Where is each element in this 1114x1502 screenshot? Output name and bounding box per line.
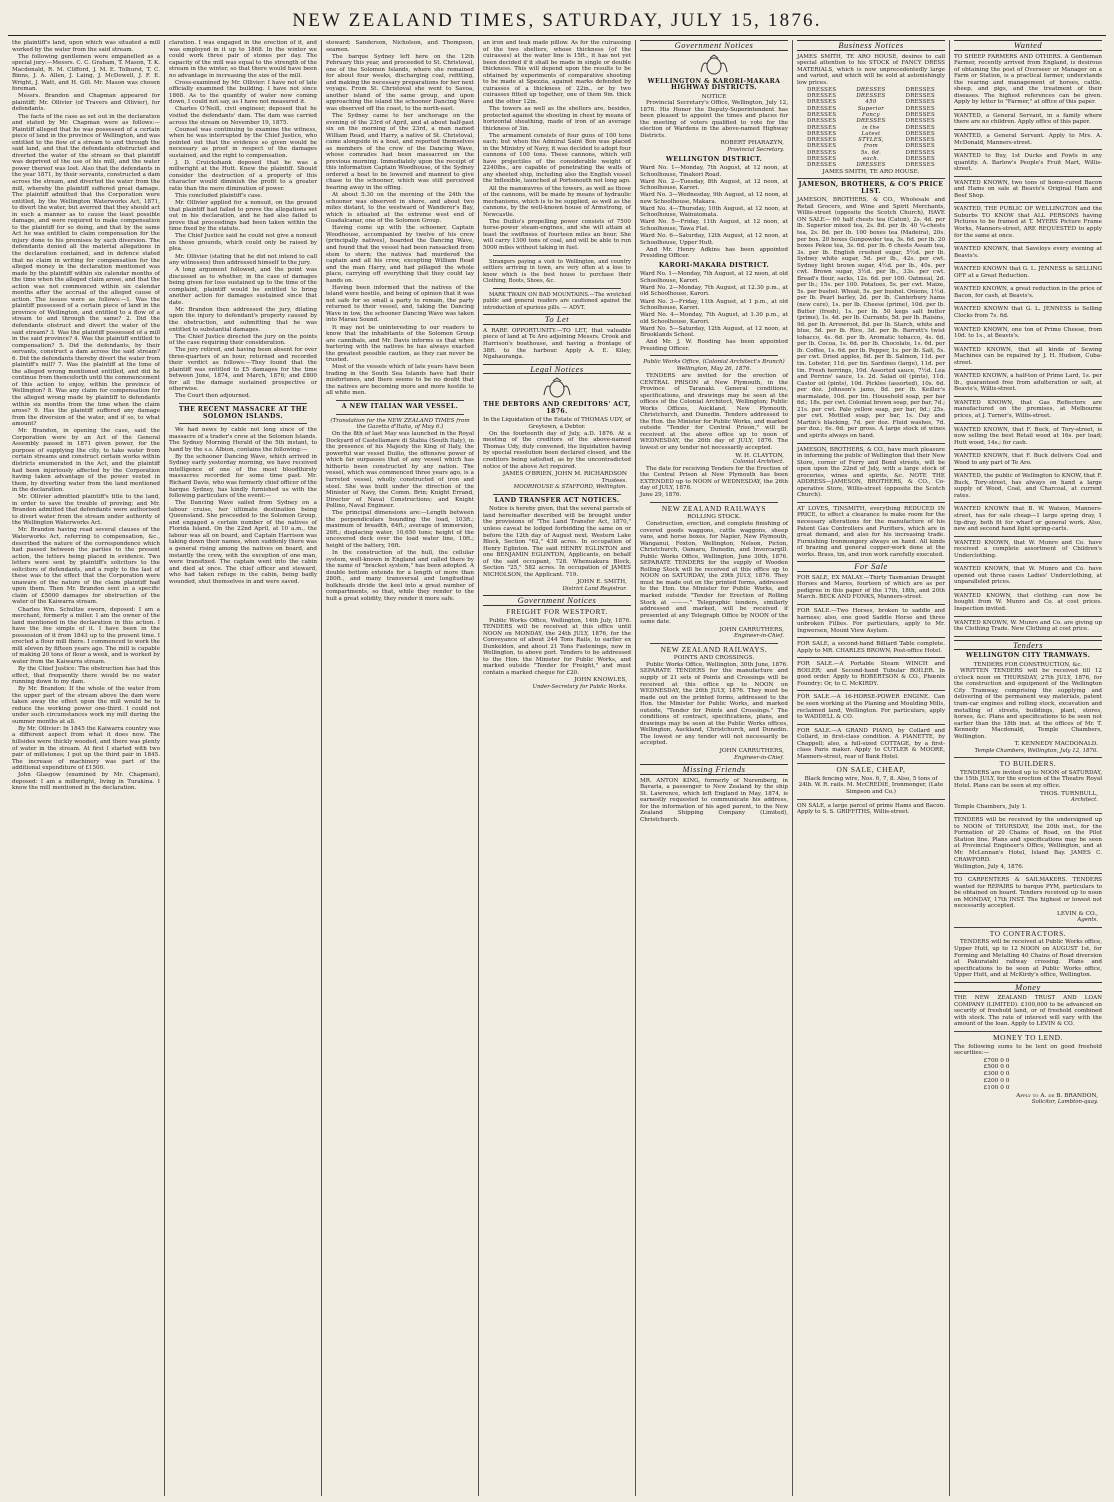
dress-cell: DRESSES <box>905 137 935 144</box>
tender-signature: T. KENNEDY MACDONALD. <box>1014 741 1098 748</box>
article-paragraph: Mr. Brandon having read several clauses of the Waterworks Act, referring to compensation, &c., described the nature of the correspondence which had passed between the parties to the present action, the letters being placed in evidence. Two letters were sent by plaintiff's solicitors to the solicitors of defendants, and a reply to the last of these was to the effect that the Corporation were unaware of the nature of the claim plaintiff had upon them. Then Mr. Brandon sent in a specific claim of £5000 damages for obstruction of the water of the Kaiwarra stream. <box>12 527 160 606</box>
dress-cell: DRESSES <box>905 143 935 150</box>
notice-title: NEW ZEALAND RAILWAYS. <box>660 644 768 654</box>
to-let-ad: A RARE OPPORTUNITY.—TO LET, that valuable piece of land at Te Aro adjoining Messrs. Crook and Harrison's boathouse, and having a frontage of 38ft. to the harbour. Apply A. E. Kiley, Ngahauranga. <box>483 327 631 361</box>
wanted-ad: WANTED KNOWN, that Gas Reflectors are manufactured on the premises, at Melbourne prices, at J. Turner's, Willis-street. <box>954 399 1102 419</box>
section-heading-tenders: Tenders <box>954 640 1102 651</box>
money-sum-row <box>984 1058 1073 1065</box>
sale-ad: FOR SALE.—A GRAND PIANO, by Collard and Collard, in first-class condition. A PIANETTE, by Chappell; also, a full-sized COTTAGE, by a first-class Paris maker. Apply to CUTLER & MOORE, Manners-street, rear of Bank Hotel. <box>797 727 945 760</box>
notice-label: NOTICE <box>701 93 727 100</box>
divider <box>954 109 1102 110</box>
notice-signature: JOHN CARRUTHERS, <box>719 748 784 754</box>
divider <box>493 288 621 289</box>
column-4 <box>479 40 636 1496</box>
notice-body: Public Works Office, Wellington, 14th July, 1876. TENDERS will be received at this office until NOON on MONDAY, the 24th JULY, 1876, for the Conveyance of about 244 Tons Rails, to earlier ex Dunkeldon, and about 21 Tons Fastenings, now in Wellington, to above port. Tenders to be addressed to the Hon. the Minister for Public Works, and marked outside "Tender for Freight," and must contain a marked cheque for £20. <box>483 617 631 676</box>
dress-cell: in the <box>862 124 880 131</box>
article-paragraph: The barque Sydney left here on the 12th February this year, and proceeded to St. Christoval, one of the Solomon Islands, where she remained for about four weeks, discharging coal, refitting, and making the necessary preparations for her next voyage. From St. Christoval she went to Savoa, another island of the same group, and upon approaching the island the schooner Dancing Wave was observed off the coast, to the north-east. <box>326 53 474 112</box>
dress-cell: DRESSES <box>905 93 935 100</box>
notice-subtitle: ROLLING STOCK. <box>687 514 741 521</box>
business-ad: JAMESON, BROTHERS, & CO., have much pleasure in informing the public of Wellington that their New Store, corner of Ferry and Bond streets, will be open upon the 22nd of July, with a large stock of groceries, wines and spirits, &c. NOTE THE ADDRESS—JAMESON, BROTHERS, & CO., Co-operative Store, Willis-street (opposite the Scotch Church). <box>797 446 945 499</box>
notice-signature: W. H. CLAYTON, <box>735 452 784 459</box>
dress-cell: DRESSES <box>806 99 837 106</box>
notice-signature-role: District Land Registrar. <box>562 585 627 592</box>
dress-cell: DRESSES <box>806 137 837 144</box>
ward-item: Ward No. 2—Monday, 7th August, at 12.30 p.m., at old Schoolhouse, Karori. <box>640 284 788 298</box>
dress-cell: DRESSES <box>905 86 935 93</box>
price-list: JAMESON, BROTHERS, & CO., Wholesale and Retail Grocers, and Wine and Spirit Merchants, Willis-street (opposite the Scotch Church), HAVE ON SALE— 60 half chests tea (Caton), 2s. 4d. per lb. Superior mixed tea, 2s. 8d. per lb. 40 ¼-chests tea, 2s. 8d. per lb. 100 boxes tea (Madeira), 20s. per box. 20 boxes Gunpowder tea, 3s. 6d. per lb. 20 boxes Pekoe tea, 3s. 6d. per lb. 6 chests Assam tea, 3s. per lb. English crushed sugar, 5½d. per lb. Sydney white sugar, 5d. per lb., 42s. per cwt. Sydney light brown sugar, 4½d. per lb., 40s. per cwt. Brown sugar, 3½d. per lb., 33s. per cwt. Bread's flour, sacks, 12s. 6d. per 100. Oatmeal, 2d. per lb.; 15s. per 100. Potatoes, 5s. per cwt. Maize, 5s. per bushel. Wheat, 5s. per bushel. Onions, 1½d. per lb. Pearl barley, 2d. per lb. Canterbury hams (new cure), 1s. per lb. Cheese (prime), 10d. per lb. Butter (fresh), 1s. per lb. 50 kegs salt butter (prime), 1s. 4d. per lb. Currants, 5d. per lb. Raisins, 9d. per lb. Arrowroot, 8d. per lb. Starch, white and blue, 5d. per lb. Rice, 3d. per lb. Barrett's twist tobacco, 4s. 6d. per lb. Aromatic tobacco, 4s. 6d. per lb. Cocoa, 1s. 6d. per lb. Chocolate, 1s. 6d. per lb. Coffee, 1s. 6d. per lb. Pepper, 1s. per lb. Salt, 5s. per cwt. Dried apples, 8d. per lb. Salmon, 11d. per tin. Lobster, 11d. per tin. Sardines (large), 11d. per tin. Fresh herrings, 10d. Assorted sauce, 7½d. Lea and Perrins' sauce, 1s. 2d. Salad oil (pints), 11d. Castor oil (pints), 10d. Pickles (assorted), 10s. 6d. per doz. Johnson's jams, 8d. per lb. Keiller's marmalade, 10d. per tin. Household soap, per bar 6d.; 18s. per cwt. Colonial brown soap, per bar, 7d.; 21s. per cwt. Pale yellow soap, per bar, 9d.; 25s. per cwt. Mottled soap, per bar, 1s. Day and Martin's blacking, 7d. per doz. Fluid washes, 7d. per doz.; 6s. 6d. per gross. A large stock of wines and spirits always on hand. <box>797 197 945 439</box>
ad-title: ON SALE, CHEAP, <box>836 765 906 775</box>
article-heading: A NEW ITALIAN WAR VESSEL. <box>341 403 459 411</box>
money-sum: £700 0 0 <box>983 1057 1010 1064</box>
dress-cell: DRESSES <box>806 93 837 100</box>
divider <box>797 799 945 800</box>
wanted-ad: WANTED, THE PUBLIC OF WELLINGTON and the Suburbs TO KNOW that ALL PERSONS having Pictures to be framed at T. MYERS Picture Frame Works, Manners-street, ARE REQUESTED to apply for the same at once. <box>954 206 1102 239</box>
wanted-ad: WANTED KNOWN, one ton of Prime Cheese, from 10d. to 1s., at Beavis's. <box>954 326 1102 340</box>
notice-body: On the fourteenth day of July, a.D. 1876. At a meeting of the creditors of the above-named Thomas Udy, duly convened, the liquidation having by special resolution been declared closed, and the creditors being satisfied, as by the uncontradicted notice of the above Act required. <box>483 430 631 470</box>
article-paragraph: The armament consists of four guns of 100 tons each; but when the Admiral Saint Bon was placed in the Ministry of Navy, it was decided to adopt four cannons of 100 tons. These cannons, which will have projectiles of the considerable weight of 2240lbs., are capable of penetrating the walls of any sheeted ship, including also the English vessel the Inflexible, launched at Portsmouth not long ago. <box>483 132 631 185</box>
dress-cell: STYLES, <box>858 137 884 144</box>
divider <box>493 494 621 495</box>
divider <box>954 873 1102 874</box>
divider <box>954 757 1102 758</box>
divider <box>954 369 1102 370</box>
article-paragraph: Mr. Ollivier admitted plaintiff's title to the land, in order to save the trouble of proving; and Mr. Brandon admitted that defendants were authorised to divert water from the stream under authority of the Wellington Waterworks Act. <box>12 494 160 527</box>
tender-body: TENDERS are invited up to NOON of SATURDAY, the 15th JULY, for the erection of the Theatre Royal Hotel. Plans can be seen at my office. <box>954 769 1102 790</box>
divider <box>650 355 778 356</box>
ward-item: Ward No. 6—Saturday, 12th August, at 12 noon, at Schoolhouse, Upper Hutt. <box>640 233 788 246</box>
section-heading-missing-friends: Missing Friends <box>640 764 788 775</box>
notice-signature-role: Colonial Architect. <box>732 459 784 466</box>
section-heading-money: Money <box>954 982 1102 993</box>
article-paragraph: By the schooner Dancing Wave, which arrived in Sydney early yesterday morning, we have received intelligence of one of the most bloodthirsty massacres recorded for some time past. Mr. Richard Davis, who was formerly chief officer of the barque Sydney, has kindly furnished us with the following particulars of the event:— <box>169 453 317 500</box>
notice-signature-role: Under-Secretary for Public Works. <box>532 683 627 690</box>
wanted-ad: WANTED KNOWN, a half-ton of Prime Lard, 1s. per lb., guaranteed free from adulteration or salt, at Beavis's, Willis-street. <box>954 373 1102 393</box>
ward-item: Ward No. 4—Monday, 7th August, at 1.30 p.m., at old Schoolhouse, Karori. <box>640 312 788 325</box>
dresses-grid <box>797 87 945 169</box>
district-heading: WELLINGTON DISTRICT. <box>665 155 763 163</box>
section-heading-to-let: To Let <box>483 314 631 325</box>
sale-ad: FOR SALE.—Two Horses, broken to saddle and harness; also, one good Saddle Horse and three unbroken Fillies. For particulars, apply to Mr. Ingwersen, Mount View Asylum. <box>797 608 945 634</box>
notice-body: Notice is hereby given, that the several parcels of land hereinafter described will be brought under the provisions of "The Land Transfer Act, 1870," unless caveat be lodged forbidding the same on or before the 12th day of August next. Western Lake Block, Section "62," 438 acres. In occupation of Henry Eglinton. The said HENRY EGLINTON and one BENJAMIN EGLINTON, Applicants, on behalf of the said occupant, 728. Whenuakura Block, Section "25," 582 acres. In occupation of JAMES NICHOLSON, the Applicant. 719. <box>483 506 631 578</box>
divider <box>954 1031 1102 1032</box>
notice-body: Provincial Secretary's Office, Wellington, July 12, 1876. His Honor the Deputy-Superintendent has been pleased to appoint the times and places for the meeting of voters qualified to vote for the election of Wardens in the above-named Highway Districts. <box>640 100 788 139</box>
section-heading-legal: Legal Notices <box>483 364 631 375</box>
sale-ad: FOR SALE.—A Portable Steam WINCH and BOILER; and Second-hand Tubular BOILER. In good order. Apply to ROBERTSON & CO., Phœnix Foundry; Or, to C. McKIRDY. <box>797 661 945 687</box>
divider <box>797 763 945 764</box>
sale-ad: ON SALE, a large parcel of prime Hams and Bacon. Apply to S. S. GRIFFITHS, Willis-street. <box>797 802 945 816</box>
notice-title: WELLINGTON & KARORI-MAKARA HIGHWAY DISTRICTS. <box>647 77 781 92</box>
money-signature-role: Solicitor, Lambton-quay. <box>1031 1099 1098 1106</box>
sale-ad: FOR SALE, a second-hand Billiard Table complete. Apply to MR. CHARLES BROWN, Post-office Hotel. <box>797 641 945 654</box>
notice-body: TENDERS are invited for the erection of CENTRAL PRISON at New Plymouth, in the Province of Taranaki. General conditions, specifications, and drawings may be seen at the offices of the Colonial Architect, Wellington; Public Works Offices, Auckland, New Plymouth, Christchurch, and Dunedin. Tenders addressed to the Hon. the Minister for Public Works, and marked outside "Tender for Central Prison," will be received at the above office up to noon of WEDNESDAY, the 26th day of JULY, 1876. The lowest or any tender not necessarily accepted. <box>640 372 788 451</box>
dress-cell: DRESSES <box>905 105 935 112</box>
wanted-ad: WANTED KNOWN, W. Munro and Co. are giving up the Clothing Trade. New Clothing at cost price. <box>954 619 1102 633</box>
divider <box>954 636 1102 637</box>
sale-ad: Black fencing wire, Nos. 6, 7, 8. Also, 5 tons of 24lb. W. R. rails. M. McCREDIE, Ironmonger, (Late Simpson and Co.) <box>798 775 944 796</box>
divider <box>954 323 1102 324</box>
article-paragraph: Mr. Ollivier applied for a nonsuit, on the ground that plaintiff had failed to prove the allegations set out in his declaration, and he had also failed to prove that proceedings had been taken within the time fixed by the statute. <box>169 200 317 233</box>
dress-cell: Fancy <box>862 111 880 118</box>
divider <box>954 149 1102 150</box>
money-sum: £500 0 0 <box>983 1064 1010 1071</box>
ad-title: JAMESON, BROTHERS, & CO'S PRICE LIST. <box>798 181 944 195</box>
divider <box>954 927 1102 928</box>
money-body: The following sums to be lent on good freehold securities:— <box>954 1043 1102 1057</box>
wanted-ad: WANTED KNOWN, that all kinds of Sewing Machines can be repaired by J. H. Hudson, Cuba-street. <box>954 346 1102 366</box>
dress-cell: DRESSES <box>856 118 886 125</box>
dress-cell: from <box>863 143 879 150</box>
divider <box>797 604 945 605</box>
tender-subtitle: TENDERS FOR CONSTRUCTION, &c. <box>973 661 1083 668</box>
dress-cell: DRESSES <box>806 156 837 163</box>
article-paragraph: The facts of the case as set out in the declaration and stated by Mr. Chapman were as follows:—Plaintiff alleged that he was possessed of a certain piece of land in the province of Wellington, and was entitled to the flow of a stream to and through the said land, and that the defendants obstructed and diverted the water of the stream so that plaintiff was deprived of the use of his mill, and the water power thereof was lost. Also that the defendants in the year 1871, by their servants, constructed a dam across the stream, and diverted the water from the mill, whereby the plaintiff suffered great damage. The plaintiff admitted that the Corporation were entitled, by the Wellington Waterworks Act, 1871, to divert the water, but averred that they should act in such a manner as to cause the least possible damage, and were required to make compensation to the plaintiff for so doing, and that by the same Act he was entitled to claim compensation for the injury done to his premises by such diversion. The defendants denied all the material allegations in the declaration contained, and in defence stated that no claim in writing for compensation for the alleged money in the declaration mentioned was made by the plaintiff within six calendar months of the time when the alleged claim arose, and that the action was not commenced within six calendar months after the accrual of the alleged cause of action. The issues were as follows:—1. Was the plaintiff possessed of a certain piece of land in the province of Wellington, and entitled to a flow of a stream to and through the same? 2. Did the defendants obstruct and divert the water of the said stream? 3. Was the plaintiff possessed of a mill in the said province? 4. Was the plaintiff entitled to compensation? 5. Did the defendants, by their servants, construct a dam across the said stream? 6. Did the defendants thereby divert the water from plaintiff's mill? 7. Was the plaintiff at the time of the alleged wrong mentioned entitled, and did he continue from thenceforth until the commencement of this action to enjoy, within the province of Wellington? 8. Was any claim for compensation for the alleged wrong made by plaintiff to defendants within six months from the time when the claim arose? 9. Has the plaintiff suffered any damage from the diversion of the water, and if so, to what amount? <box>12 113 160 428</box>
ward-item: Ward No. 1—Monday, 7th August, at 12 noon, at old Schoolhouse, Karori. <box>640 271 788 284</box>
dress-cell: DRESSES <box>806 111 837 118</box>
divider <box>954 502 1102 503</box>
royal-crest-icon <box>540 377 574 399</box>
notice-signature: ROBERT PHARAZYN, <box>720 140 784 147</box>
columns <box>8 40 1106 1496</box>
column-2 <box>165 40 322 1496</box>
wanted-list <box>954 113 1102 637</box>
advertorial: Strangers paying a visit to Wellington, and country settlers arriving in town, are very often at a loss to know which is the best house to purchase their Clothing, Boots, Shoes, &c. <box>483 258 631 285</box>
article-paragraph: claration. I was engaged in the erection of it, and was employed in it up to 1868. In the winter we could work three pair of stones per day. The capacity of the mill was equal to the strength of the stream in the winter, so that there would have been no advantage in increasing the size of the mill. <box>169 40 317 79</box>
divider <box>954 242 1102 243</box>
divider <box>954 536 1102 537</box>
divider <box>954 589 1102 590</box>
column-6 <box>793 40 950 1496</box>
article-paragraph: Mr. Ollivier (stating that he did not intend to call any witnesses) then addressed himself to the jury. <box>169 253 317 267</box>
notice-title: NEW ZEALAND RAILWAYS <box>661 503 767 513</box>
notice-signature: JOHN CARRUTHERS, <box>719 626 784 633</box>
dress-cell: DRESSES <box>905 162 935 169</box>
divider <box>954 343 1102 344</box>
dress-cell: 5s. 6d. <box>860 149 882 156</box>
notice-date: June 29, 1876. <box>640 492 682 499</box>
money-sum-row <box>984 1064 1073 1071</box>
dress-cell: DRESSES <box>806 143 837 150</box>
tender-date: Temple Chambers, July 1. <box>954 803 1027 810</box>
section-heading-business: Business Notices <box>797 40 945 51</box>
money-signature: Apply to A. de B. BRANDON, <box>1016 1092 1098 1099</box>
dress-cell: DRESSES <box>905 149 935 156</box>
wanted-ad: WANTED KNOWN that B. W. Watson, Manners-street, has for sale cheap—1 large spring dray, 1 tip-dray, both fit for wharf or general work. Also, new and second hand light spring-carts. <box>954 506 1102 533</box>
royal-crest-icon <box>697 54 731 76</box>
notice-signature-firm: MOORHOUSE & STAFFORD, Wellington. <box>513 484 627 491</box>
article-paragraph: By Mr. Brandon: If the whole of the water from the upper part of the stream above the dam were taken away the effect upon the mill would be to reduce the working power one-third. I could not under such circumstances work my mill during the summer months at all. <box>12 686 160 725</box>
dress-cell: DRESSES <box>806 149 837 156</box>
wanted-ad: WANTED KNOWN, two tons of home-cured Bacon and Hams on sale at Beavis's Original Ham and Beef Shop. <box>954 179 1102 199</box>
notice-signature-role: Provincial Secretary. <box>727 147 784 154</box>
article-paragraph: J. D. Cruickshank deposed that he was a millwright at the Hutt. Knew the plaintiff. Should consider the destruction of a property of this character would diminish the profit to a greater ratio than the mere diminution of power. <box>169 159 317 193</box>
wanted-ad: WANTED, a General Servant. Apply to Mrs. A. McDonald, Manners-street. <box>954 133 1102 146</box>
notice-signature: JOHN KNOWLES, <box>574 677 627 684</box>
divider <box>650 643 778 644</box>
tender-body: TENDERS will be received by the undersigned up to NOON of THURSDAY, the 20th inst., for the Formation of 20 Chains of Road, on the Pilot Station line. Plans and specifications may be seen at Provincial Engineer's Office, Wellington, and at Mr. McLennan's Hotel, Island Bay. JAMES C. CRAWFORD. <box>954 817 1102 863</box>
article-heading: THE RECENT MASSACRE AT THE SOLOMON ISLANDS. <box>178 406 308 420</box>
article-paragraph: All the manœuvres of the towers, as well as those of the cannons, will be made by means of hydraulic mechanisms, which is to be supplied, as well as the cannons, by the well-known house of Armstrong, of Newcastle. <box>483 185 631 218</box>
notice-body: Construction, erection, and complete finishing of covered goods waggons, cattle waggons, sheep vans, and horse boxes, for Napier, New Plymouth, Wanganui, Foxton, Wellington, Nelson, Picton, Christchurch, Oamaru, Dunedin, and Invercargill. Public Works Office, Wellington, June 30th, 1876. SEPARATE TENDERS for the supply of Wooden Rolling Stock will be received at this office up to NOON on SATURDAY, the 29th JULY, 1876. They must be made out on the printed forms, addressed to the Hon. the Minister for Public Works, and marked outside "Tender for Erection of Rolling Stock at ———." Telegraphic tenders, similarly addressed and marked, will be received if presented at any Telegraph Office by NOON of the same date. <box>640 520 788 626</box>
divider <box>954 813 1102 814</box>
article-paragraph: By the Chief Justice: The obstruction has had this effect, that frequently there would be no water running down to my dam. <box>12 665 160 686</box>
money-sum: £200 0 0 <box>983 1078 1010 1085</box>
section-heading-government: Government Notices <box>640 40 788 51</box>
wanted-ad: WANTED KNOWN, that F. Buck delivers Coal and Wood to any part of Te Aro. <box>954 453 1102 466</box>
divider <box>797 690 945 691</box>
article-paragraph: By Mr. Ollivier: In 1845 the Kaiwarra country was a different aspect from what it does now. The hillsides were thickly wooded, and there was plenty of water in the stream. At first I started with two pair of millstones; I put up the third pair in 1845. The increase of machinery was part of the additional expenditure of £1500. <box>12 725 160 772</box>
divider <box>954 449 1102 450</box>
column-5 <box>636 40 793 1496</box>
money-sum: £300 0 0 <box>983 1071 1010 1078</box>
masthead: NEW ZEALAND TIMES, SATURDAY, JULY 15, 1876. <box>8 10 1106 36</box>
tender-signature-place: Temple Chambers, Wellington, July 12, 1876. <box>974 747 1098 754</box>
article-paragraph: At about 5.30 on the morning of the 24th the schooner was observed in shore, and about two miles distant, to the westward of Wanderer's Bay, which is situated at the extreme west end of Guadalcanar, one of the Solomon Group. <box>326 192 474 225</box>
article-paragraph: the plaintiff's land, upon which was situated a mill worked by the water from the said stream. <box>12 40 160 53</box>
divider <box>797 637 945 638</box>
article-paragraph: Mr. Brandon, in opening the case, said the Corporation were by an Act of the General Assembly passed in 1871 given power, for the purpose of supplying the city, to take water from certain streams and construct certain works within districts enumerated in the Act, and the plaintiff had been injuriously affected by the Corporation having taken advantage of the power vested in them, by diverting water from the land mentioned in the declaration. <box>12 428 160 494</box>
article-paragraph: The Court then adjourned. <box>175 393 251 400</box>
notice-subtitle: In the Liquidation of the Estate of THOMAS UDY, of Greytown, a Debtor. <box>483 417 631 430</box>
article-paragraph: The towers as well as the shelters are, besides, protected against the shooting in chest by means of horizontal sheathing, made of iron of an average thickness of 3in. <box>483 105 631 132</box>
article-paragraph: The Sydney came to her anchorage on the evening of the 23rd of April, and at about half-past six on the morning of the 23rd, a man named William Read, and Harry, a native of St. Christoval, came alongside in a boat, and reported themselves as members of the crew of the Dancing Wave, whose comrades had been massacred on the previous morning. Immediately upon the receipt of this information Captain Woodhouse, of the Sydney ordered a boat to be lowered and manned to give chase to the schooner, which was still perceived bearing away in the offing. <box>326 113 474 192</box>
dress-cell: DRESSES <box>806 124 837 131</box>
wanted-ad: WANTED KNOWN, that Saveloys every evening at Beavis's. <box>954 246 1102 259</box>
dress-cell: DRESSES <box>905 99 935 106</box>
ward-item: Ward No. 4—Thursday, 10th August, at 12 noon, at Schoolhouse, Wainuiomata. <box>640 205 788 219</box>
dress-cell: DRESSES <box>905 130 935 137</box>
article-paragraph: The following gentlemen were empanelled as a special jury:—Messrs. C. C. Graham, T. Mason, T. K. Macdonald, R. M. Clifford, J. M. E. Tolhurst, T. C. Binns, J. A. Allen, J. Laing, J. McDowell, J. F. E. Wright, J. Watt, and H. Gill. Mr. Mason was chosen foreman. <box>12 53 160 93</box>
tender-signature: LEVIN & CO., <box>1056 910 1098 917</box>
notice-title: FREIGHT FOR WESTPORT. <box>506 606 608 616</box>
dress-cell: Latest <box>861 130 881 137</box>
dress-cell: DRESSES <box>905 156 935 163</box>
dress-cell: DRESSES <box>856 162 886 169</box>
column-1 <box>8 40 165 1496</box>
ward-item: Ward No. 3—Friday, 11th August, at 1 p.m., at old Schoolhouse, Karori. <box>640 298 788 312</box>
divider <box>954 202 1102 203</box>
dress-cell: each. <box>862 156 880 163</box>
business-ad: JAMES SMITH, TE ARO HOUSE, desires to call special attention to his STOCK of FANCY DRESS MATERIALS, which is now unprecedentedly large and varied, and which will be sold at astonishingly low prices. <box>797 53 945 86</box>
dress-cell: 450 <box>865 99 877 106</box>
money-sum: £100 0 0 <box>983 1084 1010 1091</box>
article-paragraph: The Chief Justice directed the jury on the points of the case requiring their consideration. <box>169 333 317 347</box>
tender-date: Wellington, July 4, 1876. <box>954 863 1024 870</box>
column-3 <box>322 40 479 1496</box>
divider <box>336 400 464 401</box>
notice-signature: JAMES O'BRIEN, JOHN M. RICHARDSON <box>502 471 627 478</box>
divider <box>336 414 464 415</box>
divider <box>179 423 307 424</box>
divider <box>954 616 1102 617</box>
article-paragraph: Messrs. Brandon and Chapman appeared for plaintiff; Mr. Ollivier (of Travers and Ollivier), for defendants. <box>12 93 160 113</box>
notice-dateline: Public Works Office, (Colonial Architect's Branch) Wellington, May 26, 1876. <box>643 359 785 372</box>
dress-cell: DRESSES <box>806 105 837 112</box>
article-paragraph: Most of the vessels which of late years have been trading in the South Sea Islands have had their misfortunes, and there seems to be no doubt that the natives are becoming more and more hostile to all white men. <box>326 364 474 397</box>
notice-signature-role: Engineer-in-Chief. <box>734 633 784 640</box>
divider <box>797 443 945 444</box>
notice-body: Public Works Office, Wellington, 30th June, 1876. SEPARATE TENDERS for the manufacture and supply of 21 sets of Points and Crossings will be received at this office up to NOON on WEDNESDAY, the 26th JULY, 1876. They must be made out on the printed forms, addressed to the Hon. the Minister for Public Works, and marked outside, "Tender for Points and Crossings." The conditions of contract, specifications, plans, and drawings may be seen at the Public Works offices, Wellington, Auckland, Christchurch, and Dunedin. The lowest or any tender will not necessarily be accepted. <box>640 661 788 747</box>
wanted-ad: WANTED KNOWN, that clothing can now be bought from W. Munro and Co. at cost prices. Inspection invited. <box>954 592 1102 612</box>
article-paragraph: The Chief Justice said he could not give a nonsuit on those grounds, which could only be raised by plea. <box>169 233 317 253</box>
divider <box>954 302 1102 303</box>
tender-title: WELLINGTON CITY TRAMWAYS. <box>965 652 1091 660</box>
dress-cell: DRESSES <box>905 118 935 125</box>
dress-cell: Superior <box>857 105 885 112</box>
article-paragraph: Mr. Brandon then addressed the jury, dilating upon the injury to defendant's property caused by the obstruction, and submitting that he was entitled to substantial damages. <box>169 306 317 333</box>
dress-cell: DRESSES <box>806 130 837 137</box>
wanted-ad: TO SHEEP FARMERS AND OTHERS. A Gentleman Farmer, recently arrived from England, is desirous of obtaining the post of Overseer or Manager on a Farm or Station, is a practical farmer, understands the rearing and management of horses, cattle, sheep, and pigs, and the treatment of their diseases. The highest references can be given. Apply by letter to "Farmer," at office of this paper. <box>954 53 1102 106</box>
divider <box>179 403 307 404</box>
notice-body: And Mr. Henry Adkins has been appointed Presiding Officer. <box>640 246 788 260</box>
divider <box>954 562 1102 563</box>
wanted-ad: WANTED to Buy, 1st Ducks and Fowls in any quantity. A. Barlow's People's Fruit Mart, Willis-street. <box>954 153 1102 173</box>
wanted-ad: WANTED KNOWN, that F. Buck, of Tory-street, is now selling the best Retail wood at 16s. per load; Hutt wood, 14s.; for cash. <box>954 426 1102 446</box>
article-paragraph: A long argument followed, and the point was discussed as to whether, in the case of damages being given for loss sustained up to the time of the complaint, plaintiff would be entitled to bring another action for damages sustained since that date. <box>169 267 317 306</box>
article-paragraph: John Glasgow (examined by Mr. Chapman), deposed: I am a millwright, living in Turakina. I know the mill mentioned in the declaration. <box>12 772 160 792</box>
dress-cell: DRESSES <box>905 124 935 131</box>
ward-item: Ward No. 2—Tuesday, 8th August, at 12 noon, at Schoolhouse, Karori. <box>640 178 788 192</box>
ward-item: Ward No. 5—Saturday, 12th August, at 12 noon, at Brooklands School. <box>640 325 788 339</box>
divider <box>954 396 1102 397</box>
notice-body: And Mr. J. W. Rooding has been appointed Presiding Officer. <box>640 339 788 352</box>
money-ad: THE NEW ZEALAND TRUST AND LOAN COMPANY (LIMITED). £100,000 to be advanced on security of freehold land, or of freehold combined with stock. The rate of interest will vary with the amount of the loan. Apply to LEVIN & CO. <box>954 995 1102 1028</box>
divider <box>797 724 945 725</box>
article-paragraph: It may not be uninteresting to our readers to know that the inhabitants of the Solomon Group are cannibals, and Mr. Davis informs us that when bartering with the natives he has always exacted the greatest possible caution, as they can never be trusted. <box>326 324 474 364</box>
tender-body: WRITTEN TENDERS will be received till 12 o'clock noon on THURSDAY, 27th JULY, 1876, for the construction and equipment of the Wellington City Tramway, comprising the supplying and delivering of the permanent way materials, patent tram-car engines and rolling stock, excavation and metalling of streets, buildings, plant, stores, horses, &c. Plans and specifications to be seen not earlier than the 18th inst. at the offices of Mr. T. Kennedy Macdonald, Temple Chambers, Wellington. <box>954 668 1102 740</box>
divider <box>954 129 1102 130</box>
article-paragraph: Having come up with the schooner, Captain Woodhouse, accompanied by twelve of his crew (principally natives), boarded the Dancing Wave, and found that the vessel had been ransacked from stem to stern; the natives had murdered the captain and all his crew, excepting William Read and the man Harry, and had pillaged the whole place, carrying off everything that they could lay hands on. <box>326 225 474 284</box>
section-heading-wanted: Wanted <box>954 40 1102 51</box>
divider <box>954 423 1102 424</box>
article-paragraph: The Duilio's propelling power consists of 7500 horse-power steam-engines, and she will attain at least the swiftness of fourteen miles an hour. She will carry 1300 tons of coal, and will be able to run 5000 miles without taking in fuel. <box>483 218 631 251</box>
dress-cell: DRESSES <box>806 162 837 169</box>
dress-cell: DRESSES <box>905 111 935 118</box>
article-paragraph: The Dancing Wave sailed from Sydney on a labour cruise, her ultimate destination being Queensland. She proceeded to the Solomon Group, and engaged a certain number of the natives of Florida Island. On the 22nd April, at 10 a.m., the labour was all on board, and Captain Harrison was taking down their names, when suddenly there was a general rising among the natives on board, and instantly the crew, with the exception of one man, were transfixed. The captain went into the cabin and died at once. The chief officer and steward, who had taken refuge in the cabin, being badly wounded, shut themselves in and were saved. <box>169 500 317 585</box>
advertorial: MARK TWAIN ON BAD MOUNTAINS.—The wretched public and general readers are cautioned against the introduction of spurious pills. — ADVT. <box>483 291 631 311</box>
money-sum-row <box>984 1085 1073 1092</box>
wanted-ad: WANTED KNOWN, that W. Munro and Co. have opened out three cases Ladies' Underclothing, at unparalleled prices. <box>954 566 1102 586</box>
tender-signature-role: Architect. <box>1071 797 1098 804</box>
money-title: MONEY TO LEND. <box>992 1033 1064 1043</box>
section-heading-government: Government Notices <box>483 595 631 606</box>
divider <box>797 657 945 658</box>
article-paragraph: We had news by cable not long since of the massacre of a trader's crew at the Solomon Islands. The Sydney Morning Herald of the 5th instant, to hand by the s.s. Albion, contains the following:— <box>169 427 317 453</box>
section-heading-for-sale: For Sale <box>797 561 945 572</box>
article-paragraph: Having been informed that the natives of the island were hostile, and being of opinion that it was not safe for so small a party to remain, the party returned to their vessel, and, taking the Dancing Wave in tow, the schooner Dancing Wave was taken into Marau Sound. <box>326 284 474 324</box>
notice-signature: JOHN E. SMITH, <box>577 579 627 586</box>
column-7 <box>950 40 1106 1496</box>
dress-cell: DRESSES <box>806 118 837 125</box>
notice-signature-role: Trustees. <box>601 477 627 484</box>
ward-item: Ward No. 1—Monday, 7th August, at 12 noon, at Schoolhouse, Tinakori Road. <box>640 165 788 178</box>
article-paragraph: The jury retired, and having been absent for over three-quarters of an hour, returned and recorded their verdict as follows:—They found that the plaintiff was entitled to £5 damages for the time between June, 1874, and March, 1876; and £800 for all the damage sustained prospective or otherwise. <box>169 347 317 393</box>
tender-signature-role: Agents. <box>1077 917 1098 924</box>
tender-title: TO CONTRACTORS. <box>989 928 1067 938</box>
tender-signature: THOS. TURNBULL, <box>1040 790 1098 797</box>
tender-body: TENDERS will be received at Public Works office, Upper Hutt, up to 12 NOON on AUGUST 1st, for Forming and Metalling 40 Chains of Road diversion at Pakuratahi railway crossing. Plans and specifications to be seen at Public Works office, Upper Hutt, and at McKirdy's office, Wellington. <box>954 939 1102 979</box>
notice-title: LAND TRANSFER ACT NOTICES. <box>494 496 620 504</box>
article-paragraph: On the 8th of last May was launched in the Royal Dockyard of Castellamare di Stabia (South Italy), in the presence of his Majesty the King of Italy, the powerful war vessel Duilio, the offensive power of which far surpasses that of any vessel which has hitherto been constructed by any nation. The vessel, which was commenced three years ago, is a turreted vessel, wholly constructed of iron and steel. She was built under the direction of the Minister of Navy, the Comm. Brin; Knight Errand, Director of Naval Constructions; and Knight Pollino, Naval Engineer. <box>326 431 474 510</box>
divider <box>954 282 1102 283</box>
wanted-ad: WANTED KNOWN, that W. Munro and Co. have received a complete assortment of Children's Underclothing. <box>954 539 1102 559</box>
article-paragraph: an iron and teak made pillow. As for the cuirassing of the two shelters, whose thickness (of the cuirasses) at the water line is 15ft., it has not yet been decided if it shall be made in single or double thickness. This will depend upon the results to be obtained by experiments of comparative shooting to be made at Spezzia, against marks defended by cuirasses of a thickness of 22in., or by two cuirasses fitted up together, one of them 9in. thick and the other 12in. <box>483 40 631 105</box>
wanted-ad: WANTED KNOWN that G. L. JENNESS is Selling Clocks from 7s. 6d. <box>954 306 1102 319</box>
divider <box>493 255 621 256</box>
money-sum-row <box>984 1078 1073 1085</box>
money-sums <box>984 1058 1073 1092</box>
wanted-ad: WANTED KNOWN, a great reduction in the price of Bacon, for cash, at Beavis's. <box>954 286 1102 299</box>
district-heading: KARORI-MAKARA DISTRICT. <box>658 261 770 269</box>
divider <box>954 176 1102 177</box>
divider <box>954 262 1102 263</box>
ad-signature: JAMES SMITH, TE ARO HOUSE. <box>822 168 920 175</box>
notice-title: THE DEBTORS AND CREDITORS' ACT, 1876. <box>483 401 631 415</box>
wanted-ad: WANTED, the public of Wellington to KNOW, that F. Buck, Tory-street, has always on hand a large supply of Wood, Coal, and Charcoal, at current rates. <box>954 473 1102 499</box>
sale-ad: FOR SALE.—A 16-HORSE-POWER ENGINE. Can be seen working at the Planing and Moulding Mills, reclaimed land, Wellington. For particulars, apply to WADDELL & CO. <box>797 694 945 721</box>
article-paragraph: Charles O'Neill, civil engineer, deposed that he visited the defendants' dam. The dam was carried across the stream on November 19, 1875. <box>169 106 317 126</box>
divider <box>650 502 778 503</box>
business-ad: AT LOVES, TINSMITH, everything REDUCED IN PRICE, to effect a clearance to make room for the necessary alterations for the manufacture of his Patent Gas Controllers and Purifiers, which are in great demand, and also for his increasing trade. Furnishing Ironmongery always on hand. All kinds of brazing and general copper-work done at the works. Brass, tin, and iron work carefully executed. <box>797 505 945 558</box>
article-subheading: (Translation for the NEW ZEALAND TIMES from the Gazetta d'Italia, of May 6.) <box>330 417 470 431</box>
divider <box>797 502 945 503</box>
wanted-ad: WANTED, a General Servant, in a family where there are no children. Apply office of this paper. <box>954 112 1102 126</box>
dress-cell: DRESSES <box>856 93 886 100</box>
article-paragraph: The principal dimensions are:—Length between the perpendiculars bounding the load, 103ft.; maximum of breadth, 64ft.; average of immersion, 26ft.; displacing water, 10,650 tons; height of the uncovered deck over the load water line, 10ft.; height of the battery, 16ft. <box>326 510 474 549</box>
article-paragraph: Charles Wm. Schultze sworn, deposed: I am a merchant, formerly a miller. I am the owner of the land mentioned in the declaration in this action. I have the fee simple of it. I have been in the possession of it from 1843 up to the present time. I erected a flour mill there. I commenced to work the mill eleven by fifteen years ago. The mill is capable of making 20 tons of flour a week, and is worked by water from the Kaiwarra stream. <box>12 606 160 665</box>
article-paragraph: In the construction of the hull, the cellular system, well-known in England and called there by the name of "bracket system," has been adopted. A double bottom extends for a length of more than 280ft., and many transversal and longitudinal bulkheads divide the keel into a great number of compartments, so that, while they render to the hull a great solidity, they render it more safe. <box>326 550 474 602</box>
notice-body: The date for receiving Tenders for the Erection of the Central Prison at New Plymouth has been EXTENDED up to NOON of WEDNESDAY, the 26th day of JULY, 1876. <box>640 465 788 492</box>
divider <box>954 469 1102 470</box>
tender-body: TO CARPENTERS & SAILMAKERS. TENDERS wanted for REPAIRS to barque PYM, particulars to be obtained on board. Tenders received up to noon on MONDAY, 17th INST. The highest or lowest not necessarily accepted. <box>954 877 1102 910</box>
dress-cell: DRESSES <box>806 86 837 93</box>
dress-cell: DRESSES <box>856 86 886 93</box>
article-paragraph: steward; Sanderson, Nicholson, and Thompson, seamen. <box>326 40 474 53</box>
article-paragraph: Counsel was continuing to examine the witness, when he was interrupted by the Chief Justice, who pointed out that the evidence so given would be necessary as proof in respect of the damages sustained, and the right to compensation. <box>169 126 317 159</box>
article-paragraph: Cross-examined by Mr. Ollivier: I have not of late officially examined the building. I have not since 1868. As to the quantity of water now coming down, I could not say, as I have not measured it. <box>169 79 317 106</box>
missing-notice: MR. ANTON KING, formerly of Nuremberg, in Bavaria, a passenger to New Zealand by the ship St. Lawrence, which left England in May, 1874, is earnestly requested to communicate his address, for the information of his aged parent, to the New Zealand Shipping Company (Limited), Christchurch. <box>640 777 788 823</box>
divider <box>797 178 945 179</box>
tender-title: TO BUILDERS. <box>999 759 1057 769</box>
sale-ad: FOR SALE, EX MALAY.—Thirty Tasmanian Draught Horses and Mares, fourteen of which are as per pedigree in this paper of the 17th, 18th, and 20th March. BECK AND FONKS, Manners-street. <box>797 574 945 601</box>
wanted-ad: WANTED KNOWN that G. L. JENNESS is SELLING OFF at a Great Reduction. <box>954 266 1102 279</box>
notice-subtitle: POINTS AND CROSSINGS. <box>673 655 755 662</box>
article-paragraph: This concluded plaintiff's case. <box>175 193 263 200</box>
money-sum-row <box>984 1071 1073 1078</box>
ward-item: Ward No. 3—Wednesday, 9th August, at 12 noon, at new Schoolhouse, Makara. <box>640 192 788 205</box>
ward-item: Ward No. 5—Friday, 11th August, at 12 noon, at Schoolhouse, Tawa Flat. <box>640 219 788 233</box>
notice-signature-role: Engineer-in-Chief. <box>734 754 784 761</box>
